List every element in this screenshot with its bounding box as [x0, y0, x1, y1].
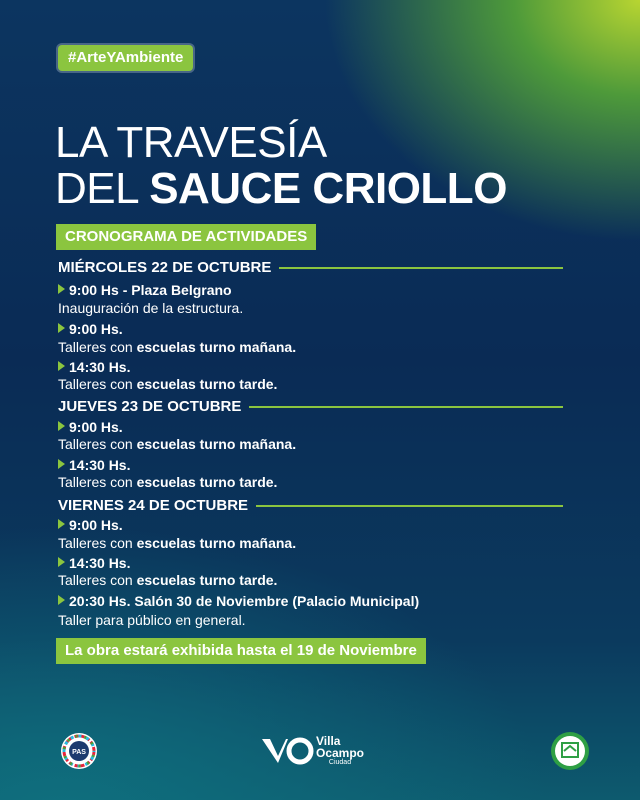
schedule-time [58, 321, 123, 337]
time-label: 20:30 Hs. Salón 30 de Noviembre (Palacio Municipal) [69, 593, 420, 609]
environmental-seal-logo [550, 731, 590, 776]
vo-mark-icon [260, 736, 314, 766]
desc-prefix: Talleres con [58, 572, 137, 588]
title-line-2 [55, 166, 507, 212]
play-arrow-icon [58, 595, 65, 605]
desc-bold: escuelas turno tarde. [136, 572, 278, 588]
time-label: 9:00 Hs. [69, 517, 123, 533]
sustainability-seal-logo [60, 732, 98, 775]
schedule-time [58, 419, 123, 435]
schedule-description: Inauguración de la estructura. [58, 300, 244, 316]
villa-ocampo-logo [260, 735, 364, 767]
play-arrow-icon [58, 421, 65, 431]
desc-prefix: Talleres con [58, 535, 137, 551]
day-heading-friday [58, 497, 563, 514]
divider-line [249, 406, 563, 408]
schedule-description [58, 436, 296, 452]
desc-bold: escuelas turno mañana. [136, 339, 297, 355]
play-arrow-icon [58, 519, 65, 529]
title-line-2-bold: SAUCE CRIOLLO [149, 164, 507, 213]
day-label: MIÉRCOLES 22 DE OCTUBRE [58, 259, 272, 276]
schedule-description [58, 572, 277, 588]
desc-bold: escuelas turno tarde. [136, 474, 278, 490]
desc-prefix: Talleres con [58, 376, 137, 392]
desc-prefix: Talleres con [58, 436, 137, 452]
day-label: JUEVES 23 DE OCTUBRE [58, 398, 242, 415]
title-line-2-prefix: DEL [55, 164, 150, 213]
exhibit-note: La obra estará exhibida hasta el 19 de Noviembre [56, 638, 426, 664]
schedule-time [58, 359, 130, 375]
time-label: 9:00 Hs. [69, 321, 123, 337]
desc-bold: escuelas turno mañana. [136, 535, 297, 551]
divider-line [256, 505, 563, 507]
desc-bold: escuelas turno mañana. [136, 436, 297, 452]
play-arrow-icon [58, 284, 65, 294]
desc-prefix: Talleres con [58, 474, 137, 490]
time-label: 9:00 Hs - Plaza Belgrano [69, 282, 232, 298]
seal-text: PAS [72, 749, 86, 756]
city-name-line-1: Villa [316, 734, 341, 748]
time-label: 14:30 Hs. [69, 555, 131, 571]
hashtag-badge: #ArteYAmbiente [58, 45, 193, 71]
schedule-time [58, 282, 232, 298]
divider-line [279, 267, 563, 269]
schedule-time [58, 555, 130, 571]
schedule-time [58, 457, 130, 473]
day-heading-wednesday [58, 259, 563, 276]
play-arrow-icon [58, 361, 65, 371]
desc-bold: escuelas turno tarde. [136, 376, 278, 392]
time-label: 14:30 Hs. [69, 457, 131, 473]
time-label: 9:00 Hs. [69, 419, 123, 435]
page-title [55, 120, 507, 212]
schedule-heading: CRONOGRAMA DE ACTIVIDADES [56, 224, 316, 250]
schedule-description [58, 535, 296, 551]
schedule-description: Taller para público en general. [58, 612, 246, 628]
city-name [316, 735, 364, 767]
title-line-1: LA TRAVESÍA [55, 118, 327, 167]
play-arrow-icon [58, 459, 65, 469]
play-arrow-icon [58, 323, 65, 333]
day-heading-thursday [58, 398, 563, 415]
time-label: 14:30 Hs. [69, 359, 131, 375]
day-label: VIERNES 24 DE OCTUBRE [58, 497, 249, 514]
schedule-description [58, 474, 277, 490]
city-sub: Ciudad [328, 759, 352, 766]
schedule-description [58, 376, 277, 392]
play-arrow-icon [58, 557, 65, 567]
desc-prefix: Talleres con [58, 339, 137, 355]
city-name-line-2: Ocampo [316, 746, 365, 760]
schedule-time [58, 517, 123, 533]
schedule-description [58, 339, 296, 355]
schedule-time [58, 593, 419, 609]
